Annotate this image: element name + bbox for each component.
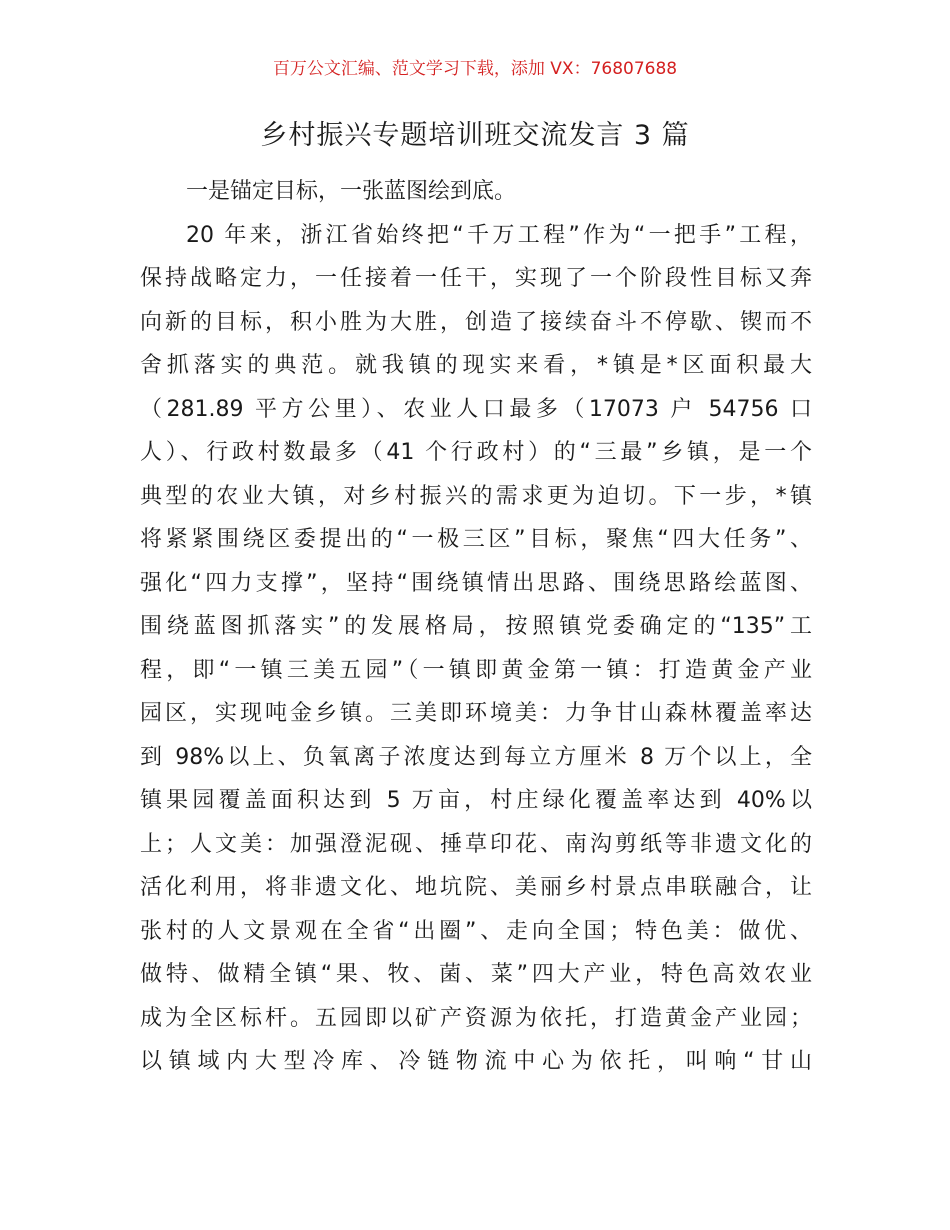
header-note: 百万公文汇编、范文学习下载，添加 VX：76807688 [272, 59, 678, 79]
paragraph-line: 园区，实现吨金乡镇。三美即环境美：力争甘山森林覆盖率达 [140, 701, 812, 726]
paragraph-line: 将紧紧围绕区委提出的“一极三区”目标，聚焦“四大任务”、 [140, 527, 812, 552]
document-title: 乡村振兴专题培训班交流发言 3 篇 [260, 120, 690, 151]
paragraph-line: 典型的农业大镇，对乡村振兴的需求更为迫切。下一步，*镇 [140, 483, 812, 509]
paragraph-line: 20 年来，浙江省始终把“千万工程”作为“一把手”工程， [186, 222, 812, 248]
paragraph-line: 张村的人文景观在全省“出圈”、走向全国；特色美：做优、 [140, 918, 812, 944]
paragraph-line: （281.89 平方公里）、农业人口最多（17073 户 54756 口 [140, 396, 812, 422]
paragraph-line: 到 98%以上、负氧离子浓度达到每立方厘米 8 万个以上，全 [140, 744, 812, 770]
section-heading: 一是锚定目标，一张蓝图绘到底。 [186, 179, 517, 204]
paragraph-line: 活化利用，将非遗文化、地坑院、美丽乡村景点串联融合，让 [140, 875, 812, 900]
paragraph-line: 向新的目标，积小胜为大胜，创造了接续奋斗不停歇、锲而不 [140, 309, 812, 335]
paragraph-line: 舍抓落实的典范。就我镇的现实来看，*镇是*区面积最大 [140, 353, 812, 378]
paragraph-line: 以镇域内大型冷库、冷链物流中心为依托，叫响“甘山 [140, 1049, 812, 1074]
paragraph-line: 保持战略定力，一任接着一任干，实现了一个阶段性目标又奔 [140, 266, 812, 291]
paragraph-line: 人）、行政村数最多（41 个行政村）的“三最”乡镇，是一个 [140, 440, 812, 465]
document-body [140, 170, 812, 1084]
paragraph-line: 围绕蓝图抓落实”的发展格局，按照镇党委确定的“135”工 [140, 614, 812, 639]
paragraph-line: 做特、做精全镇“果、牧、菌、菜”四大产业，特色高效农业 [140, 962, 812, 987]
paragraph-line: 成为全区标杆。五园即以矿产资源为依托，打造黄金产业园； [140, 1005, 812, 1031]
paragraph-line: 镇果园覆盖面积达到 5 万亩，村庄绿化覆盖率达到 40%以 [140, 788, 812, 813]
paragraph-line: 强化“四力支撑”，坚持“围绕镇情出思路、围绕思路绘蓝图、 [140, 570, 812, 596]
paragraph-line: 程，即“一镇三美五园”（一镇即黄金第一镇：打造黄金产业 [140, 657, 812, 683]
paragraph-line: 上；人文美：加强澄泥砚、捶草印花、南沟剪纸等非遗文化的 [140, 831, 812, 857]
